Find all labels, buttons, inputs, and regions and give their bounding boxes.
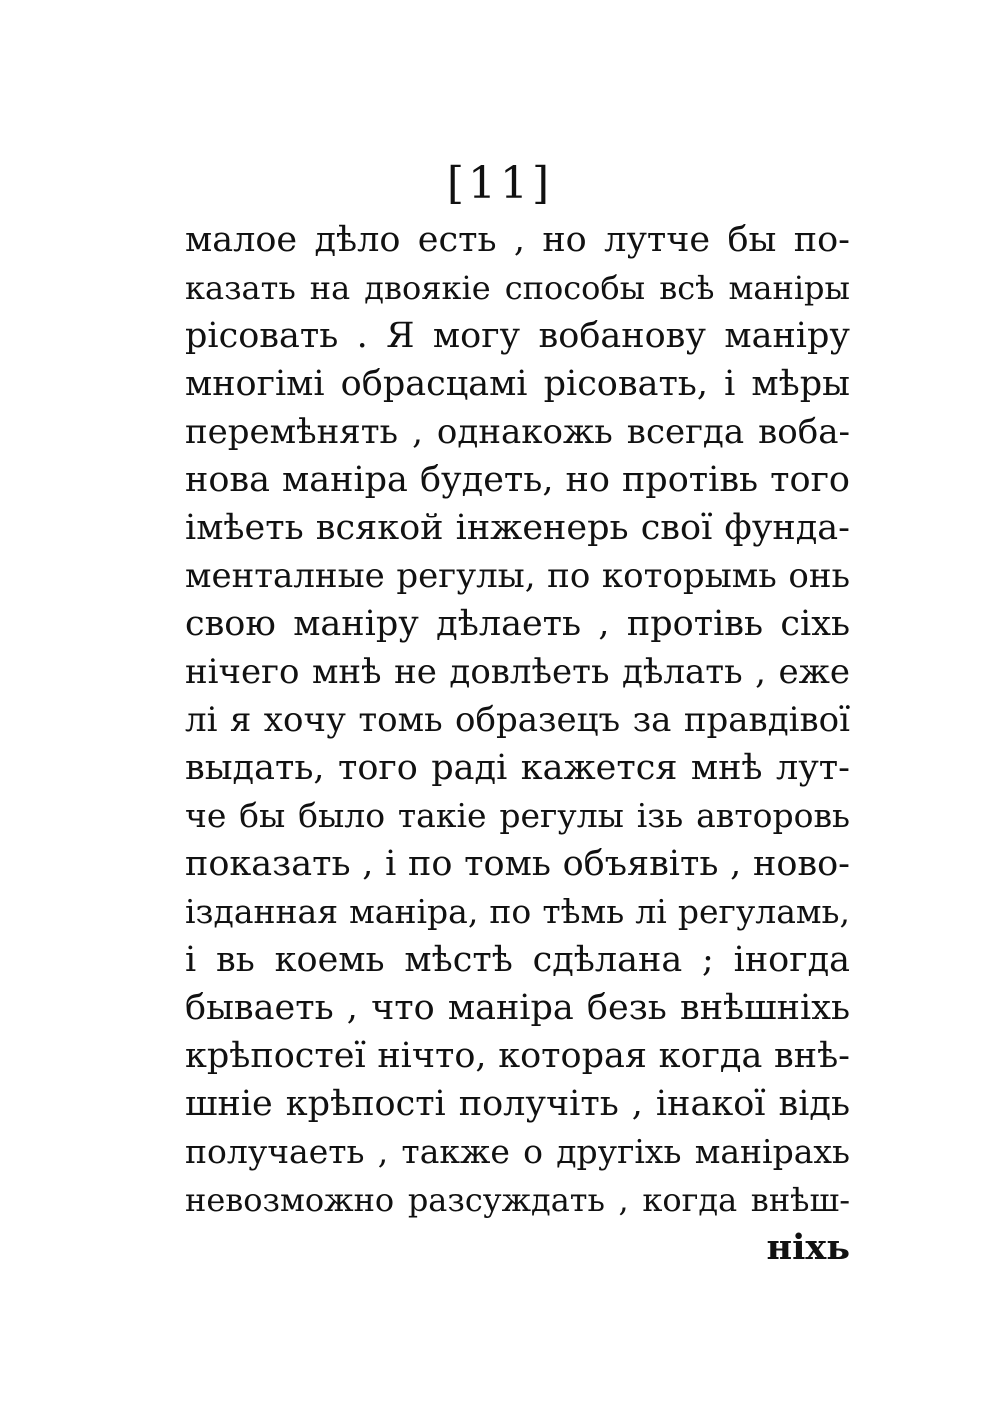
text-line: імѣеть всякой інженерь свої фунда-: [185, 508, 850, 548]
text-line: ізданная маніра, по тѣмь лі регуламь,: [185, 892, 850, 931]
text-line: выдать, того раді кажется мнѣ лут-: [185, 748, 850, 788]
text-line: малое дѣло есть , но лутче бы по-: [185, 220, 850, 260]
text-line: получаеть , также о другіхь маніраxь: [185, 1132, 850, 1171]
catchword: ніхь: [766, 1227, 850, 1268]
text-line: нічего мнѣ не довлѣеть дѣлать , еже: [185, 652, 850, 692]
text-line: менталные регулы, по которымь онь: [185, 556, 850, 596]
text-line: свою маніру дѣлаеть , протівь сіхь: [185, 604, 850, 644]
text-line: многімі обрасцамі рісовать, і мѣры: [185, 364, 850, 404]
text-line: бываеть , что маніра безь внѣшніхь: [185, 988, 850, 1028]
text-line: че бы было такіе регулы ізь авторовь: [185, 796, 850, 835]
text-line: показать , і по томь объявіть , ново-: [185, 844, 850, 884]
text-line: казать на двоякіе способы всѣ маніры: [185, 269, 850, 307]
text-line: крѣпостеї нічто, которая когда внѣ-: [185, 1036, 850, 1076]
text-line: лі я хочу томь образецъ за правдівої: [185, 700, 850, 740]
text-line: нова маніра будеть, но протівь того: [185, 460, 850, 500]
text-line: і вь коемь мѣстѣ сдѣлана ; іногда: [185, 940, 850, 980]
page-number: [11]: [446, 158, 554, 209]
body-text: [185, 216, 850, 1272]
text-line: невозможно разсуждать , когда внѣш-: [185, 1181, 850, 1219]
text-line: шніе крѣпості получіть , інакої відь: [185, 1084, 850, 1124]
text-line: перемѣнять , однакожь всегда воба-: [185, 412, 850, 452]
text-line: рісовать . Я могу вобанову маніру: [185, 316, 850, 356]
